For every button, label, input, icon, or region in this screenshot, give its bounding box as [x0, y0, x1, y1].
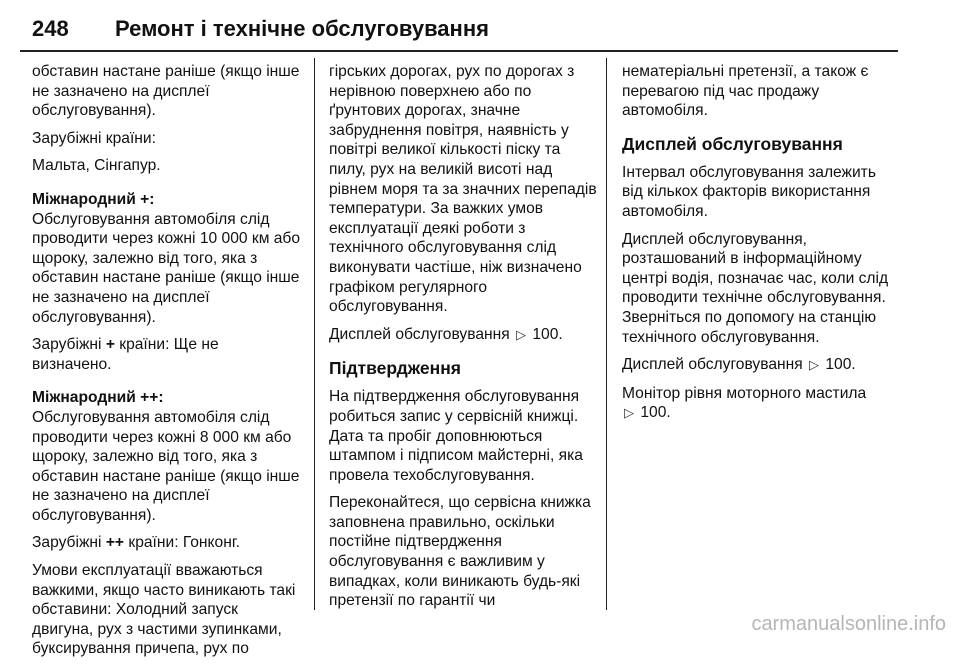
heading-service-display: Дисплей обслуговування — [622, 133, 843, 154]
column-left — [32, 62, 302, 667]
paragraph: обставин настане раніше (якщо інше не зазначено на дисплеї обслуговування). — [32, 63, 300, 120]
xref-page: 100. — [532, 325, 563, 343]
page-title: Ремонт і технічне обслуговування — [115, 16, 489, 41]
paragraph: Мальта, Сінгапур. — [32, 157, 161, 175]
xref-text: Монітор рівня моторного мастила — [622, 384, 867, 402]
paragraph: На підтвердження обслуговування робиться запис у сервісній книжці. Дата та пробіг доповнюються штампом і підписом майстерні, яка провела техобслуговування. — [329, 388, 583, 484]
cross-reference[interactable] — [329, 325, 599, 346]
text: країни: Гонконг. — [128, 534, 240, 552]
paragraph: Переконайтеся, що сервісна книжка заповнена правильно, оскільки постійне підтвердження обслуговування є важливим у випадках, коли виникають будь-які претензії по гарантії чи — [329, 494, 591, 610]
paragraph: Дисплей обслуговування, розташований в інформаційному центрі водія, позначає час, коли слід проводити технічне обслуговування. Зверніться по допомогу на станцію технічного обслуговування. — [622, 230, 889, 346]
paragraph: нематеріальні претензії, а також є перевагою під час продажу автомобіля. — [622, 63, 869, 120]
column-divider — [606, 58, 607, 610]
page-number: 248 — [32, 16, 69, 41]
paragraph — [32, 533, 302, 553]
paragraph: Інтервал обслуговування залежить від кількох факторів використання автомобіля. — [622, 163, 876, 220]
cross-reference[interactable] — [622, 355, 897, 376]
watermark: carmanualsonline.info — [751, 613, 946, 635]
heading-confirmation: Підтвердження — [329, 358, 462, 379]
text: Зарубіжні — [32, 534, 102, 552]
paragraph: Обслуговування автомобіля слід проводити через кожні 8 000 км або щороку, залежно від того, яка з обставин настане раніше (якщо інше не зазначено на дисплеї обслуговування). — [32, 408, 300, 524]
arrow-right-icon: ▷ — [809, 358, 819, 374]
arrow-right-icon: ▷ — [624, 406, 634, 422]
xref-page: 100. — [825, 356, 856, 374]
text: Зарубіжні — [32, 336, 102, 354]
subheading-international-plus: Міжнародний +: — [32, 190, 155, 208]
paragraph: Зарубіжні країни: — [32, 129, 156, 147]
paragraph — [32, 335, 302, 374]
paragraph: гірських дорогах, рух по дорогах з нерівною поверхнею або по ґрунтових дорогах, значне забруднення повітря, наявність у повітрі великої кількості піску та пилу, рух на великій висоті над рівнем моря та за значних перепадів температури. За важких умов експлуатації деякі роботи з технічного обслуговування слід виконувати частіше, ніж визначено графіком регулярного обслуговування. — [329, 63, 597, 316]
arrow-right-icon: ▷ — [516, 327, 526, 343]
xref-text: Дисплей обслуговування — [329, 325, 510, 343]
subheading-international-plusplus: Міжнародний ++: — [32, 389, 164, 407]
xref-text: Дисплей обслуговування — [622, 356, 803, 374]
plus-symbol: + — [105, 336, 115, 354]
column-middle — [329, 62, 599, 619]
page-header — [20, 12, 898, 52]
column-right — [622, 62, 897, 432]
paragraph: Обслуговування автомобіля слід проводити через кожні 10 000 км або щороку, залежно від того, яка з обставин настане раніше (якщо інше не зазначено на дисплеї обслуговування). — [32, 210, 301, 326]
text: країни: Ще не визначено. — [32, 336, 219, 373]
column-divider — [314, 58, 315, 610]
cross-reference[interactable] — [622, 384, 897, 424]
plusplus-symbol: ++ — [105, 534, 125, 552]
xref-page: 100. — [640, 404, 671, 422]
paragraph: Умови експлуатації вважаються важкими, якщо часто виникають такі обставини: Холодний запуск двигуна, рух з частими зупинками, буксирування причепа, рух по — [32, 562, 296, 658]
